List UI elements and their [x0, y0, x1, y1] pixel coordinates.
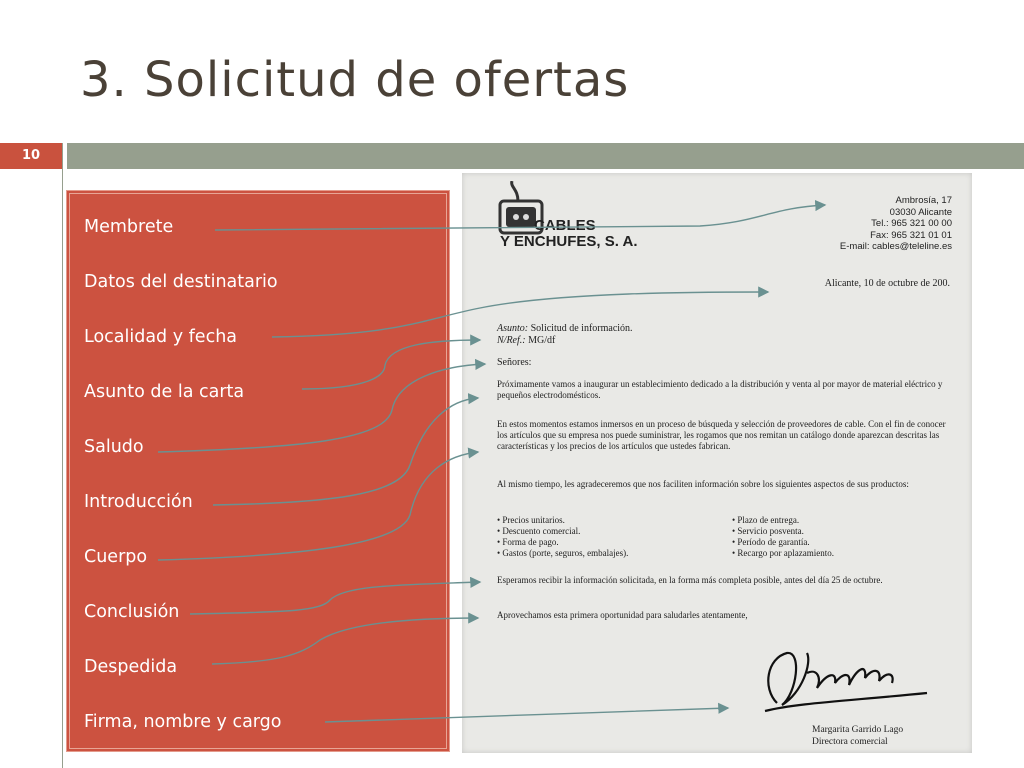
- bullet-left-4: • Gastos (porte, seguros, embalajes).: [497, 548, 629, 558]
- letter-subject: [497, 323, 633, 334]
- letter-intro: Próximamente vamos a inaugurar un establecimiento dedicado a la distribución y venta al por mayor de material eléctrico y pequeños electrodomésticos.: [497, 379, 943, 400]
- slide-title: 3. Solicitud de ofertas: [80, 52, 630, 108]
- address-email: E-mail: cables@teleline.es: [839, 241, 952, 252]
- header-bar: [67, 143, 1024, 169]
- letter-image: [462, 173, 972, 753]
- label-introduccion: Introducción: [84, 492, 193, 512]
- letter-body-2: Al mismo tiempo, les agradeceremos que nos faciliten información sobre los siguientes aspectos de sus productos:: [497, 479, 909, 489]
- address-city: 03030 Alicante: [889, 206, 952, 218]
- subject-label: Asunto:: [497, 323, 529, 334]
- label-conclusion: Conclusión: [84, 602, 180, 622]
- bullet-right-3: • Período de garantía.: [732, 537, 810, 547]
- address-tel: Tel.: 965 321 00 00: [871, 218, 952, 229]
- bullet-right-1: • Plazo de entrega.: [732, 515, 800, 525]
- company-name-line2: Y ENCHUFES, S. A.: [500, 233, 638, 250]
- address-street: Ambrosía, 17: [895, 195, 952, 206]
- label-datos-destinatario: Datos del destinatario: [84, 272, 278, 292]
- label-localidad-fecha: Localidad y fecha: [84, 327, 238, 347]
- company-address: [840, 195, 952, 253]
- vertical-divider: [62, 143, 63, 768]
- label-saludo: Saludo: [84, 437, 144, 457]
- slide-number: 10: [0, 143, 62, 169]
- subject-text: Solicitud de información.: [530, 323, 633, 334]
- letter-body-1: En estos momentos estamos inmersos en un proceso de búsqueda y selección de proveedores de cable. Con el fin de conocer los artículos que su empresa nos puede suministrar, les rogamos que nos remitan un catálogo donde aparezcan descritas las características y los precios de los artículos que ustedes fabrican.: [497, 419, 946, 451]
- letter-conclusion: Esperamos recibir la información solicitada, en la forma más completa posible, antes del día 25 de octubre.: [497, 575, 883, 585]
- letter-date: Alicante, 10 de octubre de 200.: [824, 278, 950, 289]
- bullet-right-2: • Servicio posventa.: [732, 526, 804, 536]
- label-cuerpo: Cuerpo: [84, 547, 148, 567]
- address-fax: Fax: 965 321 01 01: [870, 229, 952, 241]
- letter-greeting: Señores:: [497, 357, 532, 368]
- bullet-left-1: • Precios unitarios.: [497, 515, 565, 525]
- company-name-line1: CABLES: [534, 217, 596, 234]
- bullet-right-4: • Recargo por aplazamiento.: [732, 548, 834, 558]
- ref-label: N/Ref.:: [497, 335, 526, 346]
- label-despedida: Despedida: [84, 657, 178, 677]
- signer-name: Margarita Garrido Lago: [812, 725, 904, 735]
- signature-icon: [757, 633, 937, 723]
- letter-closing: Aprovechamos esta primera oportunidad para saludarles atentamente,: [497, 610, 748, 620]
- letter-ref: [497, 335, 555, 346]
- ref-text: MG/df: [528, 335, 556, 346]
- signer-title: Directora comercial: [812, 737, 888, 747]
- label-asunto: Asunto de la carta: [84, 382, 245, 402]
- bullet-left-3: • Forma de pago.: [497, 537, 559, 547]
- bullet-left-2: • Descuento comercial.: [497, 526, 581, 536]
- label-firma: Firma, nombre y cargo: [84, 712, 282, 732]
- label-membrete: Membrete: [84, 217, 174, 237]
